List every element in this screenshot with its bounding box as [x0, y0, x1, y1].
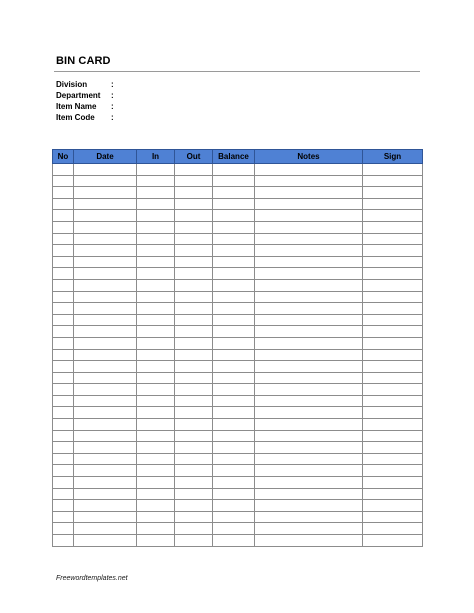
table-cell[interactable]	[363, 256, 423, 268]
table-cell[interactable]	[175, 314, 213, 326]
table-cell[interactable]	[137, 453, 175, 465]
table-cell[interactable]	[175, 164, 213, 176]
column-header-date: Date	[74, 150, 137, 164]
table-cell[interactable]	[74, 384, 137, 396]
table-cell[interactable]	[175, 303, 213, 315]
table-cell[interactable]	[213, 511, 255, 523]
column-header-balance: Balance	[213, 150, 255, 164]
table-row	[53, 477, 423, 489]
table-cell[interactable]	[175, 268, 213, 280]
table-cell[interactable]	[363, 453, 423, 465]
table-cell[interactable]	[175, 221, 213, 233]
table-cell[interactable]	[74, 535, 137, 547]
table-row	[53, 361, 423, 373]
table-row	[53, 221, 423, 233]
table-cell[interactable]	[213, 523, 255, 535]
table-row	[53, 198, 423, 210]
table-cell[interactable]	[137, 198, 175, 210]
table-cell[interactable]	[175, 395, 213, 407]
table-cell[interactable]	[363, 337, 423, 349]
table-cell[interactable]	[175, 361, 213, 373]
field-label-item-name: Item Name	[56, 102, 97, 111]
table-cell[interactable]	[255, 198, 363, 210]
table-cell[interactable]	[137, 442, 175, 454]
column-header-in: In	[137, 150, 175, 164]
table-cell[interactable]	[363, 511, 423, 523]
column-header-no: No	[53, 150, 74, 164]
table-cell[interactable]	[255, 442, 363, 454]
table-cell[interactable]	[175, 372, 213, 384]
table-cell[interactable]	[53, 233, 74, 245]
table-cell[interactable]	[255, 535, 363, 547]
table-cell[interactable]	[74, 221, 137, 233]
table-cell[interactable]	[175, 488, 213, 500]
table-cell[interactable]	[74, 233, 137, 245]
table-cell[interactable]	[74, 419, 137, 431]
table-cell[interactable]	[53, 372, 74, 384]
table-cell[interactable]	[137, 175, 175, 187]
table-cell[interactable]	[363, 175, 423, 187]
table-cell[interactable]	[137, 256, 175, 268]
table-cell[interactable]	[137, 523, 175, 535]
table-cell[interactable]	[53, 314, 74, 326]
table-cell[interactable]	[363, 500, 423, 512]
table-cell[interactable]	[175, 233, 213, 245]
table-cell[interactable]	[137, 511, 175, 523]
table-cell[interactable]	[175, 442, 213, 454]
table-cell[interactable]	[175, 523, 213, 535]
table-cell[interactable]	[175, 210, 213, 222]
table-row	[53, 233, 423, 245]
table-cell[interactable]	[53, 395, 74, 407]
table-cell[interactable]	[53, 361, 74, 373]
table-cell[interactable]	[213, 314, 255, 326]
table-cell[interactable]	[255, 337, 363, 349]
table-body	[53, 164, 423, 547]
table-cell[interactable]	[213, 477, 255, 489]
table-cell[interactable]	[213, 500, 255, 512]
table-cell[interactable]	[74, 511, 137, 523]
table-cell[interactable]	[255, 488, 363, 500]
table-cell[interactable]	[137, 535, 175, 547]
table-cell[interactable]	[255, 430, 363, 442]
table-cell[interactable]	[363, 372, 423, 384]
table-cell[interactable]	[53, 245, 74, 257]
table-cell[interactable]	[53, 349, 74, 361]
table-cell[interactable]	[137, 349, 175, 361]
table-row	[53, 419, 423, 431]
table-cell[interactable]	[363, 488, 423, 500]
table-cell[interactable]	[255, 407, 363, 419]
table-row	[53, 337, 423, 349]
table-cell[interactable]	[213, 175, 255, 187]
field-separator: :	[111, 102, 114, 111]
table-cell[interactable]	[53, 465, 74, 477]
table-cell[interactable]	[213, 279, 255, 291]
column-header-notes: Notes	[255, 150, 363, 164]
table-cell[interactable]	[213, 372, 255, 384]
table-cell[interactable]	[137, 477, 175, 489]
table-row	[53, 303, 423, 315]
table-cell[interactable]	[74, 430, 137, 442]
table-cell[interactable]	[213, 361, 255, 373]
table-cell[interactable]	[74, 488, 137, 500]
table-cell[interactable]	[53, 303, 74, 315]
table-cell[interactable]	[255, 500, 363, 512]
table-cell[interactable]	[53, 187, 74, 199]
table-cell[interactable]	[137, 279, 175, 291]
table-cell[interactable]	[53, 430, 74, 442]
table-cell[interactable]	[363, 326, 423, 338]
table-cell[interactable]	[137, 430, 175, 442]
table-cell[interactable]	[213, 221, 255, 233]
table-cell[interactable]	[363, 465, 423, 477]
table-cell[interactable]	[255, 303, 363, 315]
table-cell[interactable]	[255, 268, 363, 280]
table-cell[interactable]	[363, 442, 423, 454]
table-cell[interactable]	[137, 291, 175, 303]
table-cell[interactable]	[363, 535, 423, 547]
table-cell[interactable]	[363, 303, 423, 315]
table-cell[interactable]	[213, 349, 255, 361]
table-cell[interactable]	[137, 221, 175, 233]
table-row	[53, 500, 423, 512]
table-cell[interactable]	[53, 535, 74, 547]
table-cell[interactable]	[137, 268, 175, 280]
table-cell[interactable]	[53, 384, 74, 396]
table-row	[53, 430, 423, 442]
table-cell[interactable]	[213, 256, 255, 268]
table-cell[interactable]	[213, 442, 255, 454]
table-cell[interactable]	[137, 303, 175, 315]
table-row	[53, 210, 423, 222]
table-cell[interactable]	[255, 245, 363, 257]
table-cell[interactable]	[137, 187, 175, 199]
table-cell[interactable]	[213, 465, 255, 477]
table-cell[interactable]	[175, 291, 213, 303]
table-cell[interactable]	[175, 453, 213, 465]
table-row	[53, 488, 423, 500]
table-cell[interactable]	[363, 361, 423, 373]
table-row	[53, 175, 423, 187]
table-cell[interactable]	[175, 384, 213, 396]
table-cell[interactable]	[363, 419, 423, 431]
table-cell[interactable]	[53, 337, 74, 349]
table-cell[interactable]	[53, 210, 74, 222]
table-cell[interactable]	[74, 477, 137, 489]
table-cell[interactable]	[363, 384, 423, 396]
table-cell[interactable]	[53, 221, 74, 233]
table-cell[interactable]	[74, 523, 137, 535]
table-cell[interactable]	[53, 511, 74, 523]
table-row	[53, 164, 423, 176]
table-cell[interactable]	[53, 175, 74, 187]
table-cell[interactable]	[74, 187, 137, 199]
table-cell[interactable]	[137, 337, 175, 349]
table-cell[interactable]	[53, 291, 74, 303]
table-cell[interactable]	[53, 477, 74, 489]
table-cell[interactable]	[53, 198, 74, 210]
table-cell[interactable]	[363, 395, 423, 407]
table-cell[interactable]	[74, 210, 137, 222]
table-row	[53, 523, 423, 535]
table-cell[interactable]	[255, 477, 363, 489]
table-cell[interactable]	[137, 314, 175, 326]
table-row	[53, 395, 423, 407]
table-row	[53, 535, 423, 547]
table-cell[interactable]	[137, 500, 175, 512]
table-cell[interactable]	[213, 198, 255, 210]
table-cell[interactable]	[74, 361, 137, 373]
table-cell[interactable]	[137, 233, 175, 245]
table-cell[interactable]	[363, 291, 423, 303]
table-cell[interactable]	[74, 407, 137, 419]
table-cell[interactable]	[255, 511, 363, 523]
table-cell[interactable]	[363, 279, 423, 291]
table-header-row	[53, 150, 423, 164]
table-cell[interactable]	[255, 256, 363, 268]
table-cell[interactable]	[53, 419, 74, 431]
table-cell[interactable]	[363, 407, 423, 419]
table-cell[interactable]	[53, 407, 74, 419]
table-cell[interactable]	[363, 477, 423, 489]
table-cell[interactable]	[74, 291, 137, 303]
table-cell[interactable]	[137, 326, 175, 338]
table-row	[53, 187, 423, 199]
table-cell[interactable]	[137, 372, 175, 384]
table-cell[interactable]	[213, 187, 255, 199]
table-row	[53, 384, 423, 396]
table-cell[interactable]	[175, 430, 213, 442]
table-cell[interactable]	[213, 268, 255, 280]
table-cell[interactable]	[255, 523, 363, 535]
table-cell[interactable]	[175, 465, 213, 477]
table-cell[interactable]	[255, 175, 363, 187]
table-cell[interactable]	[74, 453, 137, 465]
table-cell[interactable]	[175, 187, 213, 199]
table-cell[interactable]	[213, 419, 255, 431]
table-cell[interactable]	[137, 164, 175, 176]
table-cell[interactable]	[255, 291, 363, 303]
document-title: BIN CARD	[56, 55, 111, 67]
table-cell[interactable]	[175, 349, 213, 361]
table-cell[interactable]	[213, 384, 255, 396]
table-cell[interactable]	[213, 303, 255, 315]
table-cell[interactable]	[175, 477, 213, 489]
table-row	[53, 291, 423, 303]
column-header-out: Out	[175, 150, 213, 164]
table-cell[interactable]	[255, 164, 363, 176]
table-cell[interactable]	[213, 337, 255, 349]
table-cell[interactable]	[255, 314, 363, 326]
table-cell[interactable]	[53, 279, 74, 291]
table-cell[interactable]	[53, 164, 74, 176]
table-cell[interactable]	[137, 488, 175, 500]
table-cell[interactable]	[213, 453, 255, 465]
column-header-sign: Sign	[363, 150, 423, 164]
table-cell[interactable]	[175, 256, 213, 268]
table-cell[interactable]	[255, 233, 363, 245]
table-row	[53, 372, 423, 384]
table-row	[53, 256, 423, 268]
table-cell[interactable]	[137, 245, 175, 257]
table-cell[interactable]	[255, 279, 363, 291]
table-cell[interactable]	[175, 175, 213, 187]
table-cell[interactable]	[74, 279, 137, 291]
table-cell[interactable]	[255, 465, 363, 477]
table-cell[interactable]	[213, 291, 255, 303]
table-cell[interactable]	[213, 245, 255, 257]
table-cell[interactable]	[175, 326, 213, 338]
table-cell[interactable]	[137, 465, 175, 477]
table-cell[interactable]	[213, 233, 255, 245]
table-cell[interactable]	[74, 268, 137, 280]
table-cell[interactable]	[363, 210, 423, 222]
table-cell[interactable]	[137, 384, 175, 396]
table-cell[interactable]	[175, 511, 213, 523]
table-cell[interactable]	[53, 488, 74, 500]
table-cell[interactable]	[363, 268, 423, 280]
table-cell[interactable]	[255, 361, 363, 373]
table-cell[interactable]	[255, 395, 363, 407]
table-cell[interactable]	[255, 349, 363, 361]
footer-source: Freewordtemplates.net	[56, 575, 128, 582]
field-label-department: Department	[56, 91, 101, 100]
table-cell[interactable]	[363, 221, 423, 233]
table-cell[interactable]	[175, 407, 213, 419]
table-cell[interactable]	[255, 221, 363, 233]
table-row	[53, 349, 423, 361]
field-label-division: Division	[56, 80, 88, 89]
table-row	[53, 314, 423, 326]
table-cell[interactable]	[74, 303, 137, 315]
table-cell[interactable]	[53, 442, 74, 454]
table-cell[interactable]	[363, 164, 423, 176]
table-row	[53, 407, 423, 419]
table-cell[interactable]	[213, 210, 255, 222]
table-cell[interactable]	[213, 164, 255, 176]
table-cell[interactable]	[74, 198, 137, 210]
table-cell[interactable]	[363, 233, 423, 245]
table-cell[interactable]	[53, 500, 74, 512]
table-cell[interactable]	[363, 349, 423, 361]
table-cell[interactable]	[255, 372, 363, 384]
table-cell[interactable]	[363, 245, 423, 257]
table-cell[interactable]	[74, 349, 137, 361]
table-cell[interactable]	[74, 500, 137, 512]
table-cell[interactable]	[53, 256, 74, 268]
table-cell[interactable]	[137, 210, 175, 222]
table-cell[interactable]	[213, 407, 255, 419]
table-cell[interactable]	[213, 430, 255, 442]
table-cell[interactable]	[53, 326, 74, 338]
table-cell[interactable]	[255, 453, 363, 465]
table-cell[interactable]	[255, 419, 363, 431]
field-separator: :	[111, 113, 114, 122]
table-cell[interactable]	[175, 419, 213, 431]
table-row	[53, 326, 423, 338]
table-row	[53, 511, 423, 523]
table-cell[interactable]	[53, 523, 74, 535]
table-cell[interactable]	[74, 256, 137, 268]
table-cell[interactable]	[74, 164, 137, 176]
table-cell[interactable]	[74, 326, 137, 338]
table-row	[53, 453, 423, 465]
table-row	[53, 279, 423, 291]
table-cell[interactable]	[74, 245, 137, 257]
table-cell[interactable]	[137, 407, 175, 419]
table-row	[53, 465, 423, 477]
field-label-item-code: Item Code	[56, 113, 95, 122]
table-cell[interactable]	[53, 453, 74, 465]
table-cell[interactable]	[363, 314, 423, 326]
table-cell[interactable]	[255, 210, 363, 222]
table-cell[interactable]	[213, 488, 255, 500]
table-cell[interactable]	[363, 430, 423, 442]
table-cell[interactable]	[53, 268, 74, 280]
table-cell[interactable]	[137, 419, 175, 431]
table-cell[interactable]	[74, 465, 137, 477]
field-separator: :	[111, 80, 114, 89]
table-cell[interactable]	[175, 500, 213, 512]
table-cell[interactable]	[175, 535, 213, 547]
table-cell[interactable]	[175, 198, 213, 210]
table-cell[interactable]	[74, 314, 137, 326]
bin-card-table	[52, 149, 423, 547]
table-cell[interactable]	[255, 187, 363, 199]
table-cell[interactable]	[255, 384, 363, 396]
table-cell[interactable]	[74, 442, 137, 454]
table-row	[53, 442, 423, 454]
table-cell[interactable]	[74, 175, 137, 187]
table-row	[53, 245, 423, 257]
table-cell[interactable]	[213, 535, 255, 547]
table-cell[interactable]	[363, 523, 423, 535]
table-cell[interactable]	[363, 187, 423, 199]
table-cell[interactable]	[363, 198, 423, 210]
table-cell[interactable]	[175, 337, 213, 349]
table-cell[interactable]	[175, 279, 213, 291]
table-cell[interactable]	[213, 326, 255, 338]
table-cell[interactable]	[213, 395, 255, 407]
table-cell[interactable]	[175, 245, 213, 257]
table-cell[interactable]	[74, 395, 137, 407]
table-cell[interactable]	[74, 337, 137, 349]
table-cell[interactable]	[137, 395, 175, 407]
table-row	[53, 268, 423, 280]
table-cell[interactable]	[255, 326, 363, 338]
title-divider	[54, 71, 420, 72]
table-cell[interactable]	[74, 372, 137, 384]
field-separator: :	[111, 91, 114, 100]
table-cell[interactable]	[137, 361, 175, 373]
